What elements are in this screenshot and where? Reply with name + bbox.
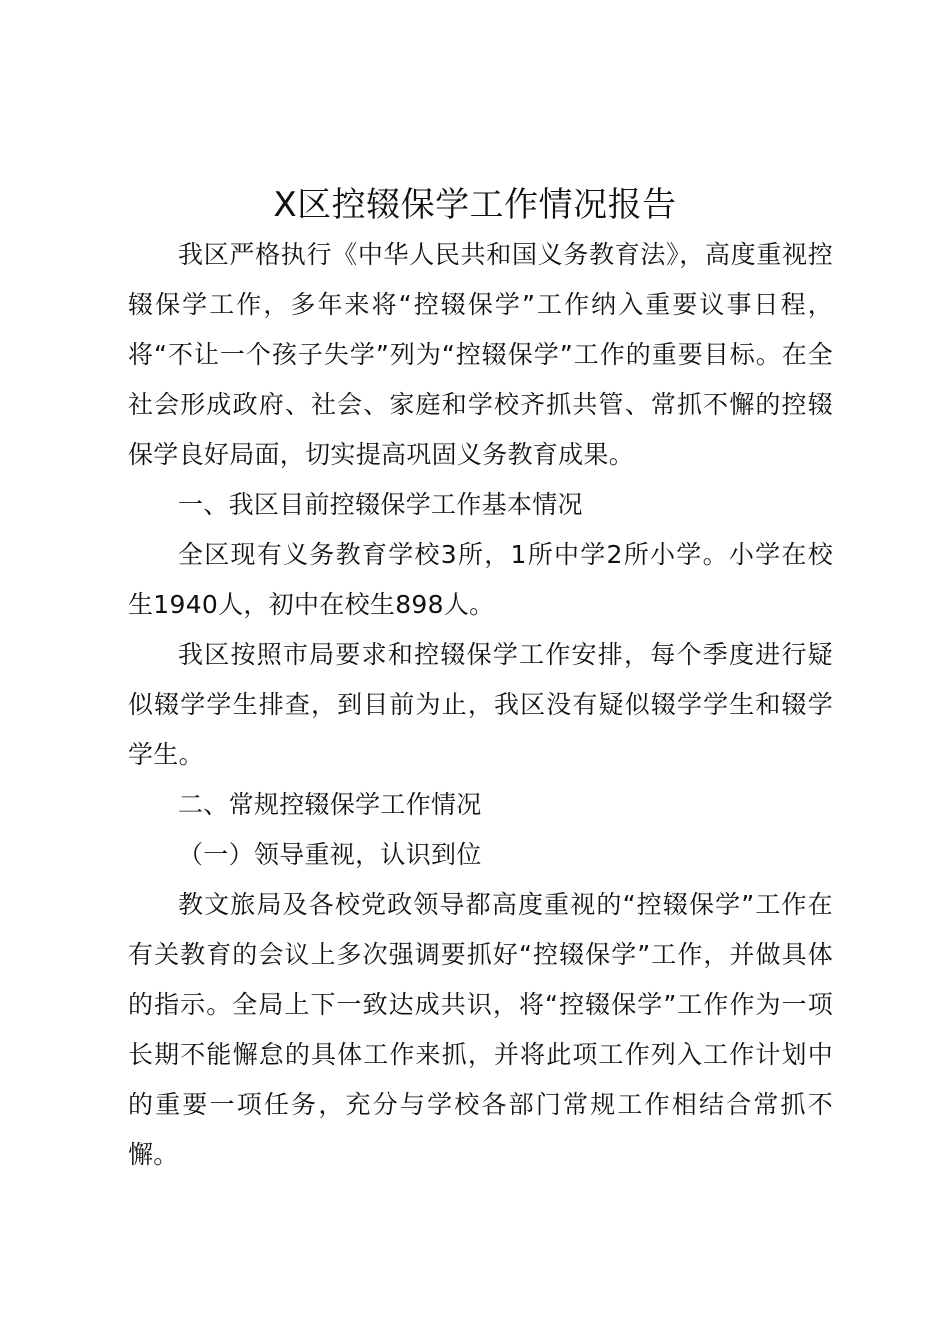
section-heading-2: 二、常规控辍保学工作情况 — [178, 790, 482, 819]
paragraph-school-stats: 全区现有义务教育学校3所，1所中学2所小学。小学在校生1940人，初中在校生898人。 — [128, 540, 833, 619]
document-body — [128, 230, 833, 1180]
document-title: X区控辍保学工作情况报告 — [273, 185, 677, 225]
paragraph-intro: 我区严格执行《中华人民共和国义务教育法》，高度重视控辍保学工作，多年来将“控辍保学”工作纳入重要议事日程，将“不让一个孩子失学”列为“控辍保学”工作的重要目标。在全社会形成政府、社会、家庭和学校齐抓共管、常抓不懈的控辍保学良好局面，切实提高巩固义务教育成果。 — [128, 240, 833, 469]
section-heading-1: 一、我区目前控辍保学工作基本情况 — [178, 490, 583, 519]
paragraph-screening: 我区按照市局要求和控辍保学工作安排，每个季度进行疑似辍学学生排查，到目前为止，我区没有疑似辍学学生和辍学学生。 — [128, 640, 833, 769]
paragraph-leadership: 教文旅局及各校党政领导都高度重视的“控辍保学”工作在有关教育的会议上多次强调要抓好“控辍保学”工作，并做具体的指示。全局上下一致达成共识，将“控辍保学”工作作为一项长期不能懈怠的具体工作来抓，并将此项工作列入工作计划中的重要一项任务，充分与学校各部门常规工作相结合常抓不懈。 — [128, 890, 833, 1169]
subsection-heading-1: （一）领导重视，认识到位 — [178, 840, 482, 869]
